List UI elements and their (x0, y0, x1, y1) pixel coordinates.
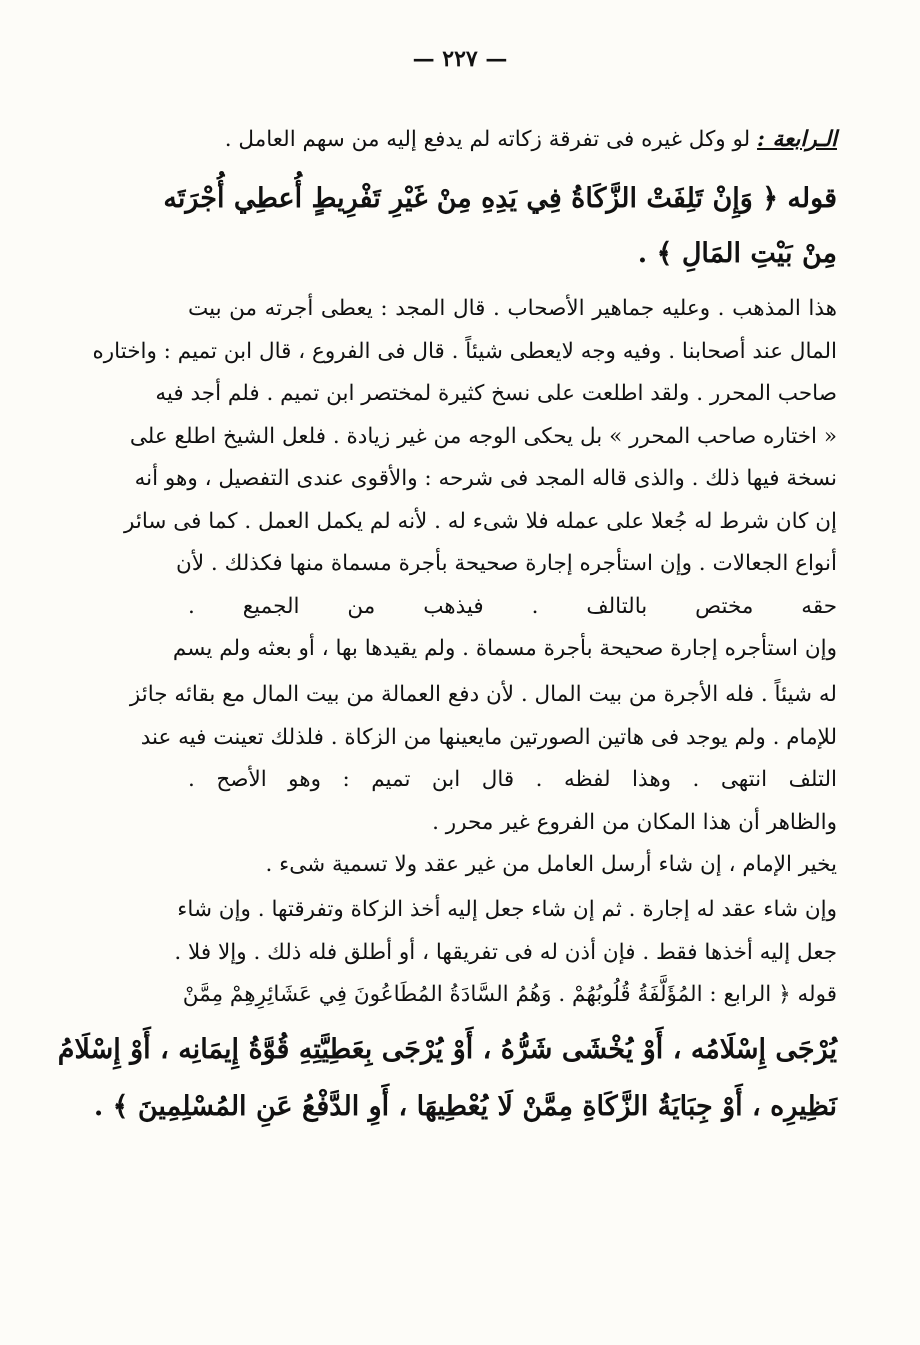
text-line: نَظِيرِه ، أَوْ جِبَايَةُ الزَّكَاةِ مِمَّنْ لَا يُعْطِيهَا ، أَوِ الدَّفْعُ عَنِ المُسْلِمِينَ ﴾ . (93, 1091, 837, 1122)
text-line: صاحب المحرر . ولقد اطلعت على نسخ كثيرة لمختصر ابن تميم . فلم أجد فيه (155, 381, 837, 406)
text-line: « اختاره صاحب المحرر » بل يحكى الوجه من غير زيادة . فلعل الشيخ اطلع على (129, 424, 837, 449)
text-line: إن كان شرط له جُعلا على عمله فلا شىء له . لأنه لم يكمل العمل . كما فى سائر (124, 509, 837, 534)
text-line: المال عند أصحابنا . وفيه وجه لايعطى شيئاً . قال فى الفروع ، قال ابن تميم : واختاره (92, 339, 837, 364)
section-lead: الـرابعة : (757, 127, 837, 152)
text-line: أنواع الجعالات . وإن استأجره إجارة صحيحة بأجرة مسماة منها فكذلك . لأن (176, 551, 837, 576)
text-line: التلف انتهى . وهذا لفظه . قال ابن تميم : وهو الأصح . (188, 767, 837, 792)
text-line: هذا المذهب . وعليه جماهير الأصحاب . قال المجد : يعطى أجرته من بيت (188, 296, 837, 321)
page-number: — ٢٢٧ — (412, 46, 508, 72)
text-line: يخير الإمام ، إن شاء أرسل العامل من غير عقد ولا تسمية شىء . (265, 852, 837, 877)
text-line: نسخة فيها ذلك . والذى قاله المجد فى شرحه : والأقوى عندى التفصيل ، وهو أنه (134, 466, 837, 491)
text-line: وإن شاء عقد له إجارة . ثم إن شاء جعل إليه أخذ الزكاة وتفرقتها . وإن شاء (177, 897, 837, 922)
text-line: قوله ﴿ الرابع : المُؤَلَّفَةُ قُلُوبُهُمْ . وَهُمُ السَّادَةُ المُطَاعُونَ فِي عَشَائِرِهِمْ مِمَّنْ (182, 982, 837, 1007)
text-line: الـرابعة : لو وكل غيره فى تفرقة زكاته لم يدفع إليه من سهم العامل . (224, 127, 837, 152)
text-line: قوله ﴿ وَإِنْ تَلِفَتْ الزَّكَاةُ فِي يَدِهِ مِنْ غَيْرِ تَفْرِيطٍ أُعطِي أُجْرَتَه (163, 183, 837, 214)
text-line: يُرْجَى إِسْلَامُه ، أَوْ يُخْشَى شَرُّهُ ، أَوْ يُرْجَى بِعَطِيَّتِهِ قُوَّةُ إِيمَانِه ، أَوْ إِسْلَامُ (57, 1034, 837, 1065)
text-line: مِنْ بَيْتِ المَالِ ﴾ . (637, 238, 837, 269)
text-line: للإمام . ولم يوجد فى هاتين الصورتين مايعينها من الزكاة . فلذلك تعينت فيه عند (140, 725, 837, 750)
text-line: جعل إليه أخذها فقط . فإن أذن له فى تفريقها ، أو أطلق فله ذلك . وإلا فلا . (174, 940, 837, 965)
text-line: له شيئاً . فله الأجرة من بيت المال . لأن دفع العمالة من بيت المال مع بقائه جائز (129, 682, 837, 707)
text-line: وإن استأجره إجارة صحيحة بأجرة مسماة . ولم يقيدها بها ، أو بعثه ولم يسم (172, 636, 837, 661)
text-line: حقه مختص بالتالف . فيذهب من الجميع . (188, 594, 837, 619)
text-line: والظاهر أن هذا المكان من الفروع غير محرر . (432, 810, 837, 835)
